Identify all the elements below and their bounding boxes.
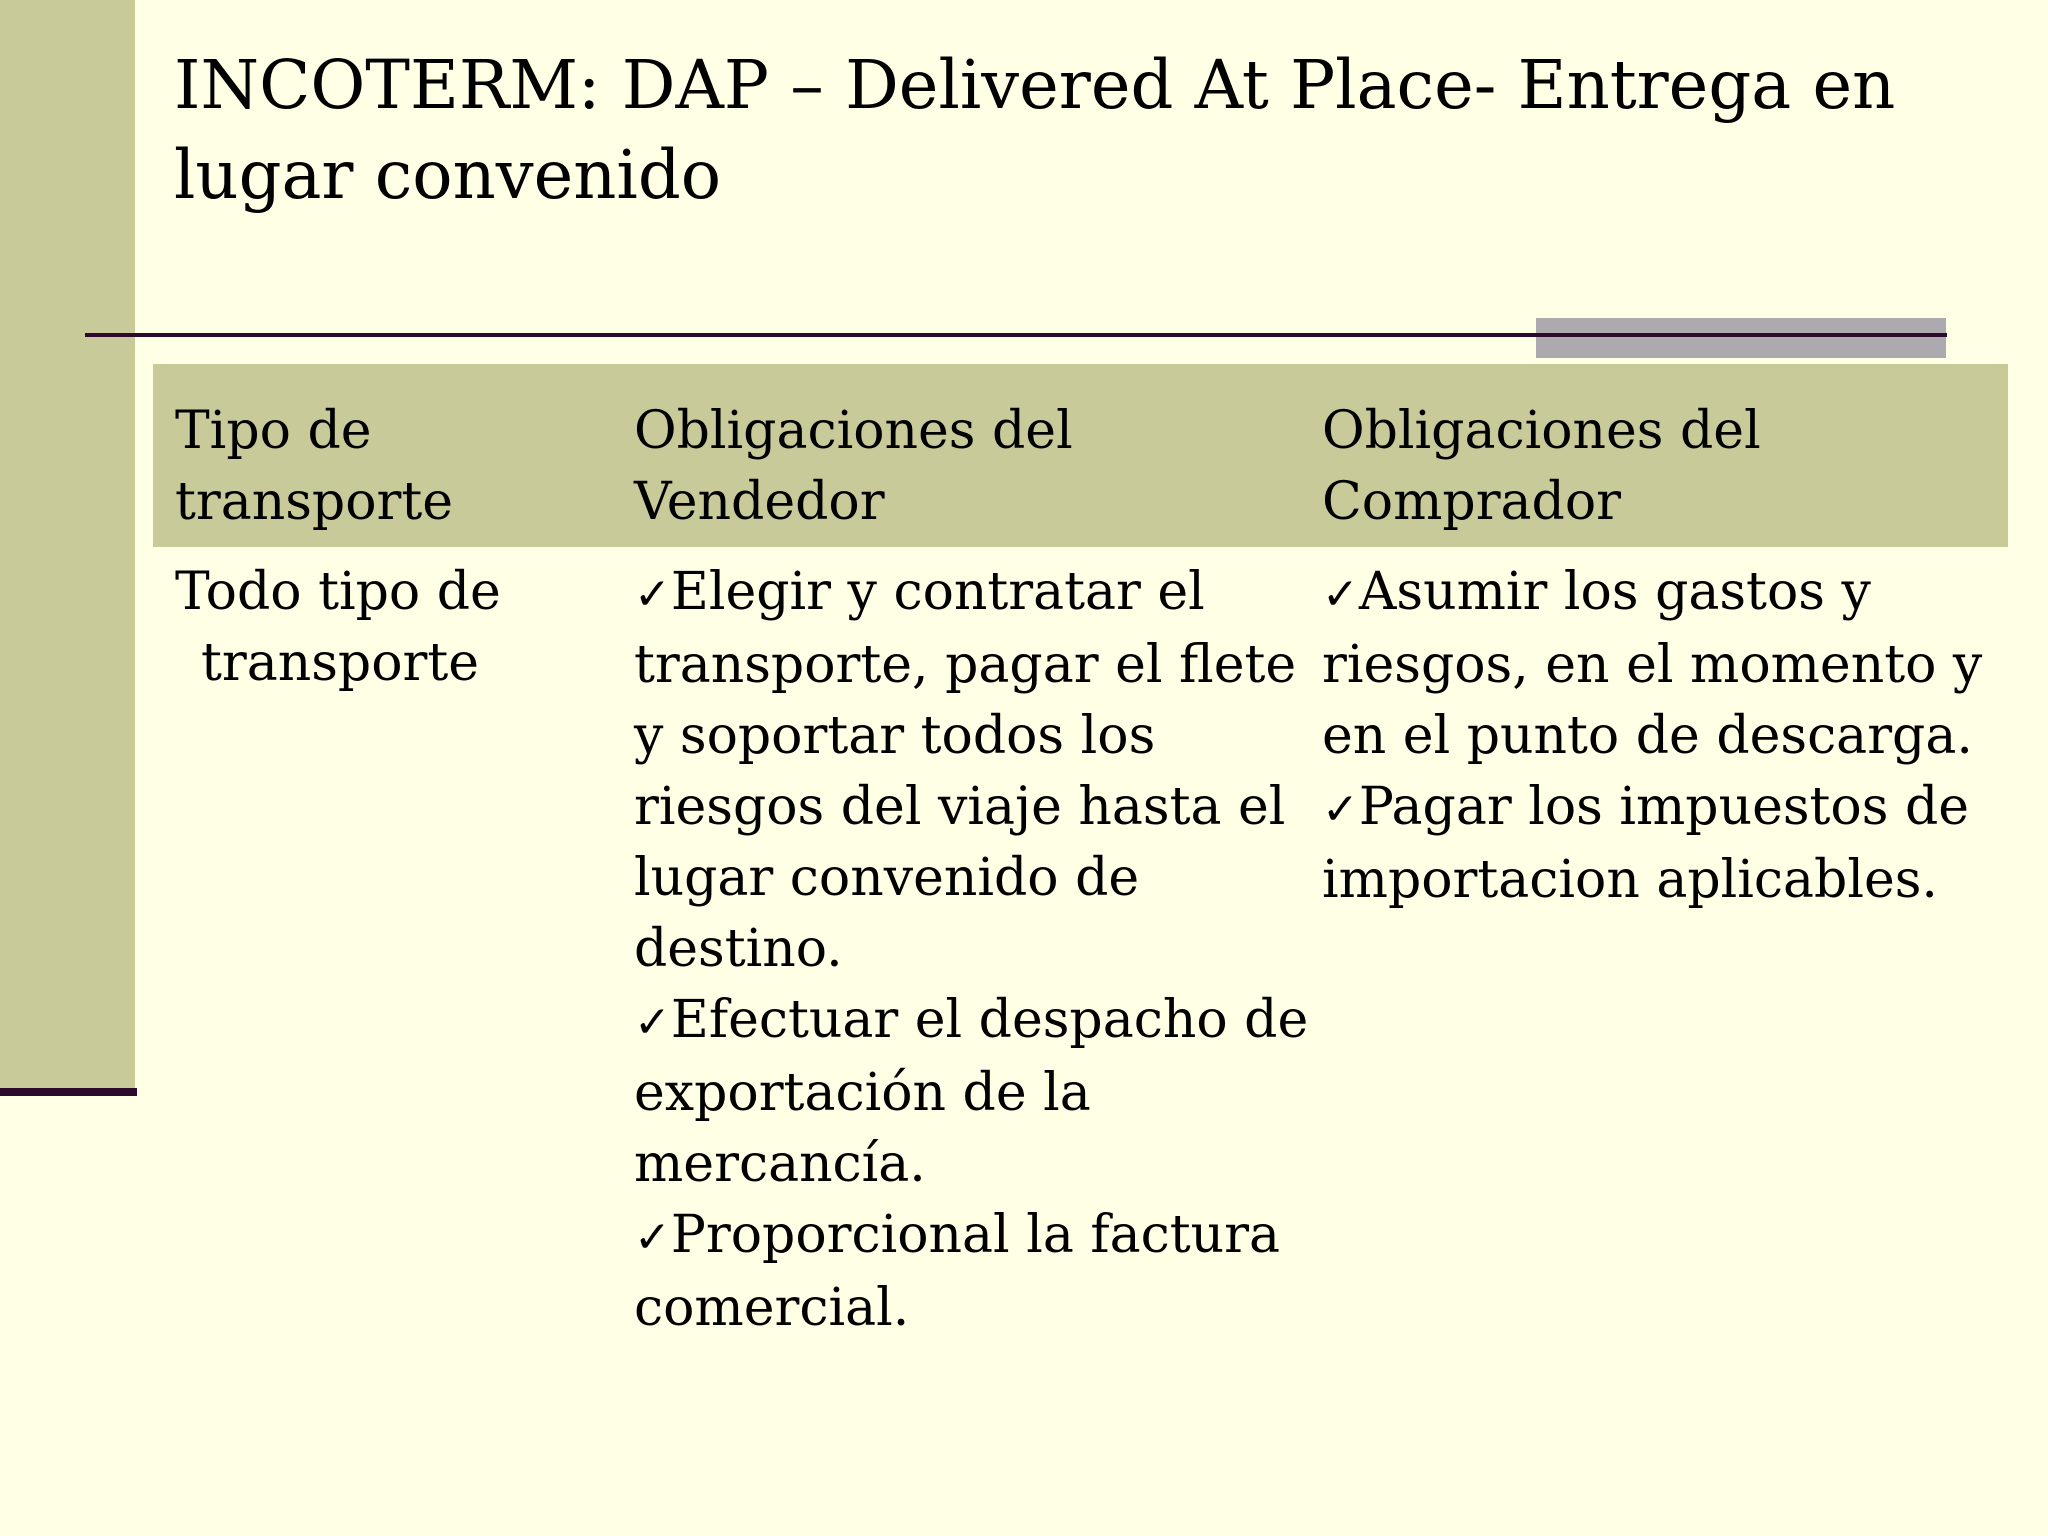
transport-type-cell xyxy=(175,557,595,699)
checkmark-icon: ✓ xyxy=(634,569,671,620)
checkmark-icon: ✓ xyxy=(1322,569,1359,620)
transport-type-line-2: transporte xyxy=(201,633,480,693)
seller-item-text: Elegir y contratar el transporte, pagar el flete y soportar todos los riesgos del viaje hasta el lugar convenido de destino. xyxy=(634,562,1297,979)
buyer-item-text: Pagar los impuestos de importacion aplicables. xyxy=(1322,777,1970,910)
buyer-item xyxy=(1322,557,2008,772)
checkmark-icon: ✓ xyxy=(634,1212,671,1263)
left-decorative-band xyxy=(0,0,135,1088)
seller-item xyxy=(634,1200,1324,1344)
table-header-row xyxy=(153,364,2008,547)
seller-item-text: Efectuar el despacho de exportación de la mercancía. xyxy=(634,990,1309,1194)
table-body-row xyxy=(153,557,2008,1457)
buyer-item-text: Asumir los gastos y riesgos, en el momento y en el punto de descarga. xyxy=(1322,562,1983,766)
slide-title: INCOTERM: DAP – Delivered At Place- Entrega en lugar convenido xyxy=(174,46,1896,214)
seller-item xyxy=(634,557,1324,985)
obligations-table xyxy=(153,364,2008,547)
buyer-item xyxy=(1322,772,2008,916)
title-accent-bar-line xyxy=(1536,333,1946,337)
seller-item-text: Proporcional la factura comercial. xyxy=(634,1205,1280,1338)
buyer-obligations-cell xyxy=(1322,557,2008,916)
seller-item xyxy=(634,985,1324,1200)
header-seller-obligations: Obligaciones del Vendedor xyxy=(634,401,1073,532)
checkmark-icon: ✓ xyxy=(1322,784,1359,835)
left-band-rule xyxy=(0,1088,137,1096)
title-accent-bar xyxy=(1536,318,1946,358)
header-buyer-obligations: Obligaciones del Comprador xyxy=(1322,401,1761,532)
checkmark-icon: ✓ xyxy=(634,997,671,1048)
header-transport-type: Tipo de transporte xyxy=(175,401,454,532)
seller-obligations-cell xyxy=(634,557,1324,1344)
transport-type-line-1: Todo tipo de xyxy=(175,562,501,622)
